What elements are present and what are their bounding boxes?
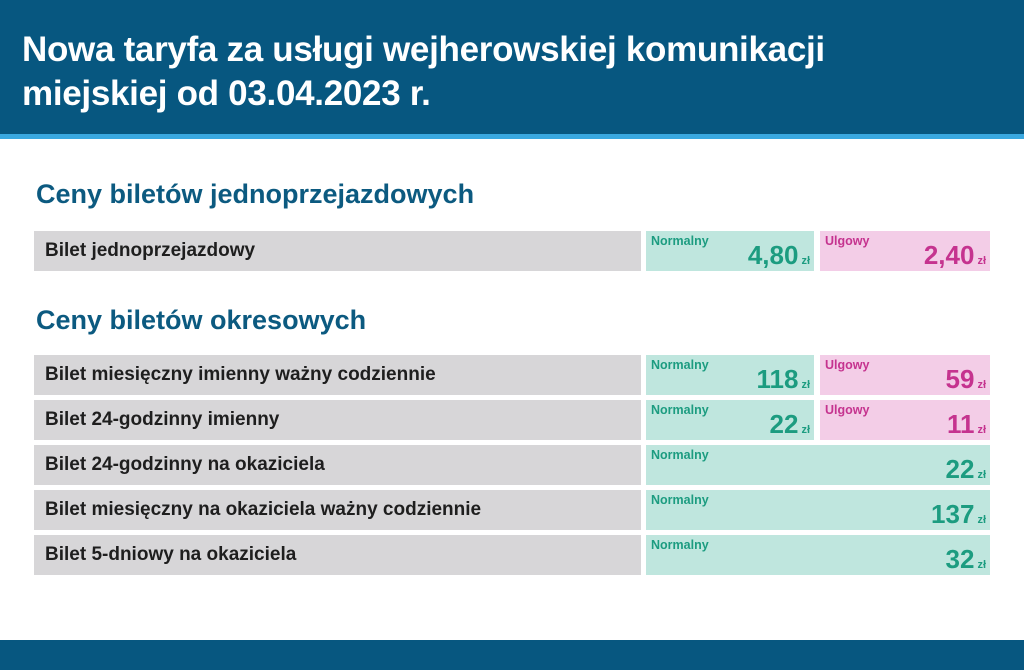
normal-price-amount: 32 (945, 544, 975, 574)
fare-row-5day-bearer (34, 535, 990, 575)
fare-label: Bilet 5-dniowy na okaziciela (34, 535, 641, 575)
section-title-periodic: Ceny biletów okresowych (36, 305, 367, 335)
reduced-price-amount: 59 (945, 364, 975, 394)
reduced-price-label: Ulgowy (825, 234, 870, 248)
currency-label: zł (977, 469, 986, 481)
fare-row-24h-personal (34, 400, 990, 440)
fare-row-monthly-personal (34, 355, 990, 395)
page-title-line-2: miejskiej od 03.04.2023 r. (22, 74, 431, 113)
fare-row-monthly-bearer (34, 490, 990, 530)
currency-label: zł (977, 424, 986, 436)
reduced-price-label: Ulgowy (825, 358, 870, 372)
fare-label: Bilet 24-godzinny na okaziciela (34, 445, 641, 485)
reduced-price-label: Ulgowy (825, 403, 870, 417)
normal-price-cell (646, 490, 990, 530)
page-title-line-1: Nowa taryfa za usługi wejherowskiej komunikacji (22, 30, 825, 69)
reduced-price-amount: 2,40 (923, 240, 975, 270)
currency-label: zł (977, 559, 986, 571)
currency-label: zł (801, 379, 810, 391)
normal-price-amount: 137 (931, 499, 975, 529)
section-title-single: Ceny biletów jednoprzejazdowych (36, 179, 475, 209)
normal-price-amount: 22 (769, 409, 799, 439)
normal-price-label: Normalny (651, 234, 709, 248)
normal-price-cell (646, 355, 814, 395)
reduced-price-cell (820, 400, 990, 440)
normal-price-amount: 4,80 (747, 240, 799, 270)
fare-label: Bilet miesięczny imienny ważny codziennie (34, 355, 641, 395)
normal-price-label: Normalny (651, 358, 709, 372)
reduced-price-cell (820, 231, 990, 271)
normal-price-cell (646, 445, 990, 485)
normal-price-label: Normalny (651, 448, 709, 462)
reduced-price-amount: 11 (946, 409, 975, 439)
currency-label: zł (977, 379, 986, 391)
normal-price-cell (646, 231, 814, 271)
footer-bar (0, 640, 1024, 670)
normal-price-amount: 118 (756, 364, 799, 394)
fare-label: Bilet miesięczny na okaziciela ważny codziennie (34, 490, 641, 530)
normal-price-label: Normalny (651, 538, 709, 552)
normal-price-label: Normalny (651, 403, 709, 417)
currency-label: zł (801, 255, 810, 267)
normal-price-label: Normalny (651, 493, 709, 507)
normal-price-amount: 22 (945, 454, 975, 484)
normal-price-cell (646, 400, 814, 440)
fare-row-24h-bearer (34, 445, 990, 485)
normal-price-cell (646, 535, 990, 575)
currency-label: zł (977, 255, 986, 267)
fare-row-single-ride (34, 231, 990, 271)
reduced-price-cell (820, 355, 990, 395)
fare-label: Bilet jednoprzejazdowy (34, 231, 641, 271)
fare-label: Bilet 24-godzinny imienny (34, 400, 641, 440)
page-title (22, 28, 982, 116)
currency-label: zł (977, 514, 986, 526)
currency-label: zł (801, 424, 810, 436)
header-accent-stripe (0, 134, 1024, 139)
